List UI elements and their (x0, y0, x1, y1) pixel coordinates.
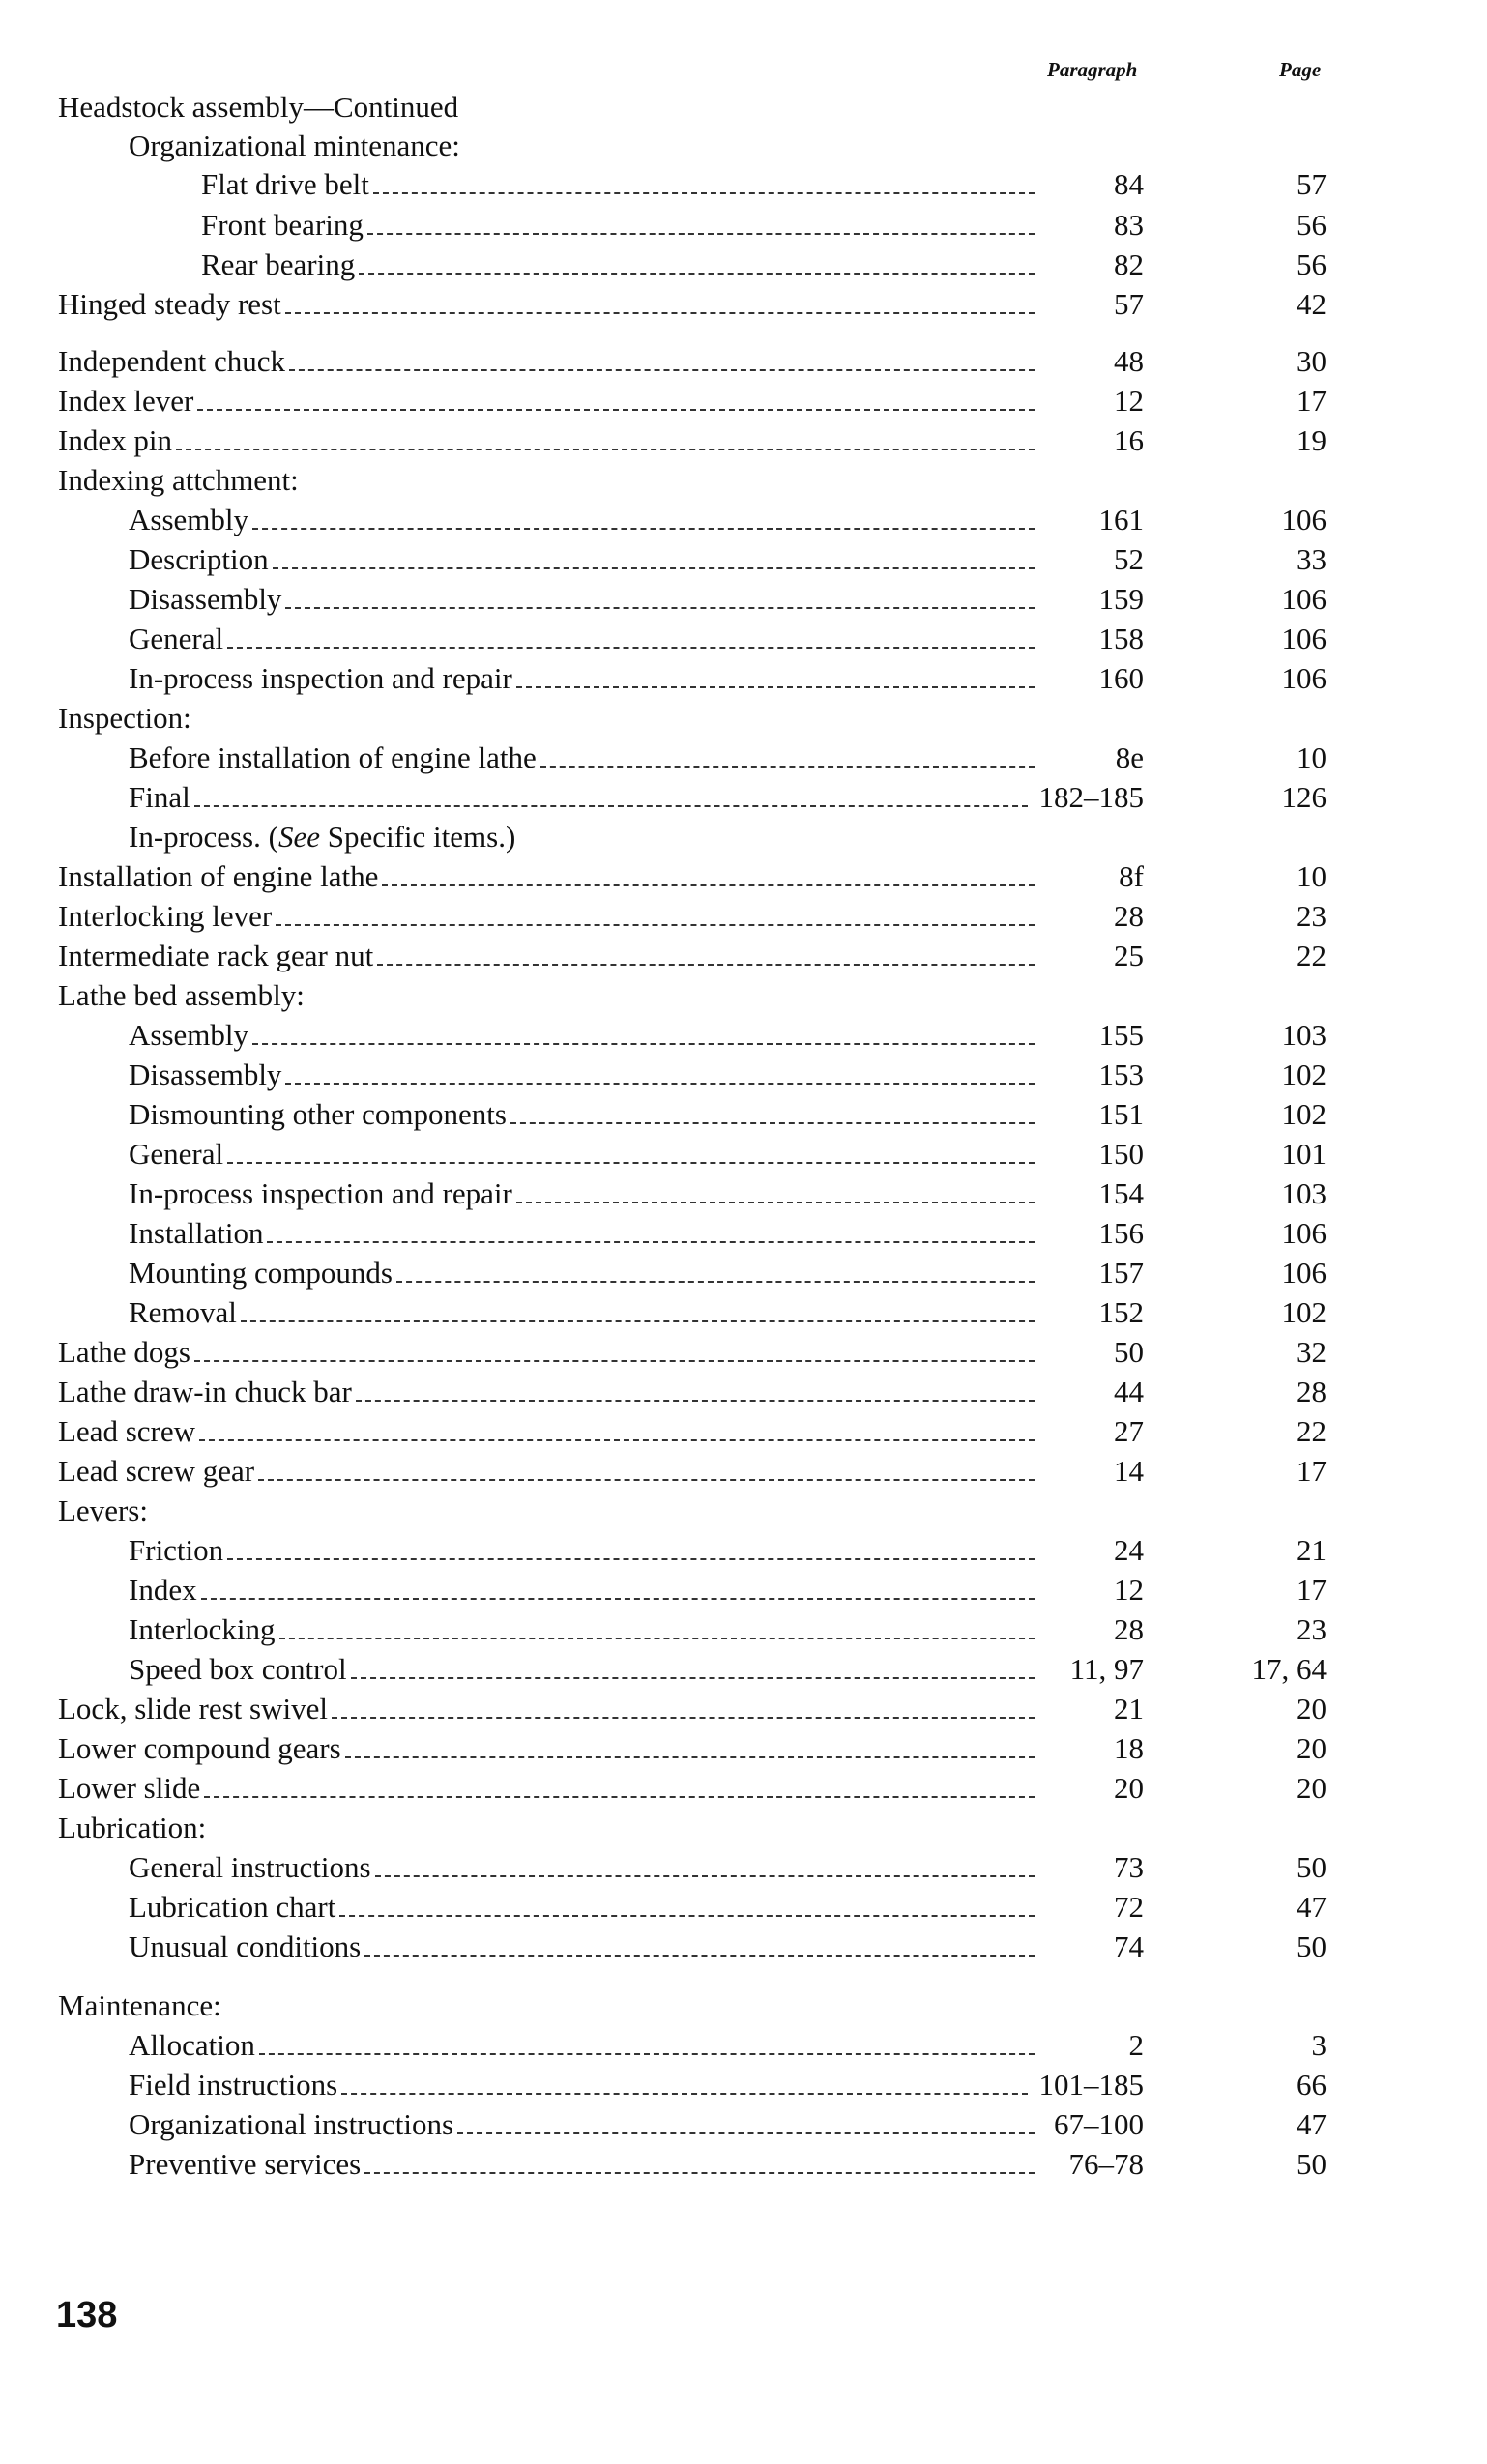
dot-leader (204, 1796, 1035, 1798)
index-entry (0, 1213, 1487, 1254)
entry-page: 10 (1297, 740, 1327, 774)
entry-label: Index lever (58, 384, 194, 418)
index-entry (0, 1768, 1487, 1809)
entry-paragraph: 83 (1114, 208, 1144, 242)
index-entry (0, 1372, 1487, 1412)
page-column-header: Page (1279, 58, 1322, 81)
dot-leader (356, 1400, 1035, 1402)
dot-leader (375, 1875, 1035, 1877)
entry-label: Organizational mintenance: (129, 129, 460, 162)
entry-page: 50 (1297, 1929, 1327, 1963)
entry-page: 20 (1297, 1771, 1327, 1805)
index-entry (0, 856, 1487, 897)
index-entry (0, 1887, 1487, 1928)
entry-paragraph: 72 (1114, 1890, 1144, 1924)
entry-paragraph: 27 (1114, 1414, 1144, 1448)
entry-label: Before installation of engine lathe (129, 740, 537, 774)
dot-leader (332, 1717, 1035, 1719)
entry-page: 50 (1297, 2147, 1327, 2181)
entry-page: 50 (1297, 1850, 1327, 1884)
entry-page: 33 (1297, 542, 1327, 576)
index-entry (0, 1491, 1487, 1531)
entry-label: Mounting compounds (129, 1256, 393, 1290)
index-entry (0, 245, 1487, 285)
dot-leader (276, 924, 1035, 926)
entry-page: 106 (1281, 503, 1327, 536)
entry-label: Rear bearing (201, 247, 356, 281)
index-entry (0, 341, 1487, 382)
entry-page: 17 (1297, 384, 1327, 418)
entry-paragraph: 28 (1114, 1612, 1144, 1646)
entry-label: Lubrication: (58, 1811, 207, 1844)
dot-leader (227, 1558, 1035, 1560)
dot-leader (259, 2053, 1035, 2055)
index-entry (0, 619, 1487, 659)
entry-page: 56 (1297, 208, 1327, 242)
index-entry (0, 539, 1487, 580)
entry-label: Installation (129, 1216, 264, 1250)
dot-leader (285, 607, 1035, 609)
entry-paragraph: 2 (1128, 2028, 1144, 2062)
entry-paragraph: 12 (1114, 1573, 1144, 1607)
dot-leader (359, 273, 1035, 275)
entry-paragraph: 84 (1114, 167, 1144, 201)
entry-paragraph: 18 (1114, 1731, 1144, 1765)
entry-page: 106 (1281, 1216, 1327, 1250)
index-entry (0, 1649, 1487, 1690)
entry-paragraph: 52 (1114, 542, 1144, 576)
entry-page: 57 (1297, 167, 1327, 201)
entry-label: Independent chuck (58, 344, 285, 378)
entry-page: 17 (1297, 1573, 1327, 1607)
dot-leader (339, 1915, 1035, 1917)
entry-paragraph: 48 (1114, 344, 1144, 378)
dot-leader (267, 1241, 1035, 1243)
entry-label: Interlocking (129, 1612, 276, 1646)
dot-leader (457, 2132, 1035, 2134)
entry-paragraph: 157 (1098, 1256, 1144, 1290)
index-entry (0, 2104, 1487, 2145)
dot-leader (227, 647, 1035, 649)
entry-page: 17 (1297, 1454, 1327, 1488)
entry-page: 106 (1281, 622, 1327, 655)
entry-page: 42 (1297, 287, 1327, 321)
entry-page: 17, 64 (1251, 1652, 1327, 1686)
entry-label: In-process inspection and repair (129, 1176, 512, 1210)
entry-label: Disassembly (129, 1058, 282, 1091)
index-entry (0, 126, 1487, 166)
index-entry (0, 2144, 1487, 2185)
entry-label: Lead screw gear (58, 1454, 255, 1488)
entry-label: Installation of engine lathe (58, 859, 379, 893)
dot-leader (285, 312, 1035, 314)
entry-page: 47 (1297, 2107, 1327, 2141)
dot-leader (197, 409, 1035, 411)
entry-paragraph: 74 (1114, 1929, 1144, 1963)
entry-paragraph: 11, 97 (1069, 1652, 1144, 1686)
entry-paragraph: 155 (1098, 1018, 1144, 1052)
entry-label: Lathe bed assembly: (58, 978, 305, 1012)
dot-leader (382, 884, 1035, 886)
dot-leader (396, 1281, 1035, 1283)
dot-leader (510, 1122, 1035, 1124)
dot-leader (273, 567, 1035, 569)
dot-leader (373, 192, 1035, 194)
index-entry (0, 817, 1487, 857)
entry-page: 32 (1297, 1335, 1327, 1369)
entry-paragraph: 16 (1114, 423, 1144, 457)
entry-label: Description (129, 542, 269, 576)
index-entry (0, 2025, 1487, 2066)
index-entry (0, 1847, 1487, 1888)
dot-leader (176, 449, 1035, 450)
entry-paragraph: 8f (1119, 859, 1144, 893)
entry-paragraph: 25 (1114, 939, 1144, 972)
entry-paragraph: 21 (1114, 1692, 1144, 1725)
entry-label: Lower compound gears (58, 1731, 341, 1765)
entry-paragraph: 158 (1098, 622, 1144, 655)
entry-page: 102 (1281, 1295, 1327, 1329)
index-entry (0, 2065, 1487, 2105)
entry-label: Levers: (58, 1493, 148, 1527)
index-entry (0, 1609, 1487, 1650)
entry-label: Lathe dogs (58, 1335, 190, 1369)
entry-label: Front bearing (201, 208, 364, 242)
entry-label: Field instructions (129, 2068, 338, 2102)
index-entry (0, 500, 1487, 540)
entry-paragraph: 101–185 (1038, 2068, 1144, 2102)
dot-leader (201, 1598, 1035, 1600)
entry-paragraph: 182–185 (1038, 780, 1144, 814)
entry-page: 21 (1297, 1533, 1327, 1567)
index-entry (0, 1253, 1487, 1293)
entry-label: Lubrication chart (129, 1890, 336, 1924)
dot-leader (345, 1756, 1035, 1758)
index-entry (0, 1094, 1487, 1135)
dot-leader (289, 369, 1035, 371)
entry-label: Assembly (129, 503, 248, 536)
index-entry (0, 1570, 1487, 1610)
dot-leader (285, 1083, 1035, 1085)
entry-page: 23 (1297, 1612, 1327, 1646)
entry-paragraph: 82 (1114, 247, 1144, 281)
dot-leader (516, 686, 1035, 688)
entry-page: 20 (1297, 1731, 1327, 1765)
index-entry (0, 698, 1487, 739)
index-entry (0, 777, 1487, 818)
index-entry (0, 1530, 1487, 1571)
dot-leader (540, 766, 1035, 768)
index-entry (0, 381, 1487, 421)
entry-paragraph: 24 (1114, 1533, 1144, 1567)
entry-paragraph: 67–100 (1054, 2107, 1144, 2141)
entry-page: 102 (1281, 1058, 1327, 1091)
entry-page: 102 (1281, 1097, 1327, 1131)
entry-paragraph: 160 (1098, 661, 1144, 695)
entry-label: Hinged steady rest (58, 287, 281, 321)
dot-leader (364, 1955, 1035, 1957)
entry-page: 23 (1297, 899, 1327, 933)
index-entry (0, 1451, 1487, 1492)
entry-page: 66 (1297, 2068, 1327, 2102)
entry-page: 101 (1281, 1137, 1327, 1171)
dot-leader (377, 964, 1035, 966)
entry-label: In-process. (See Specific items.) (129, 820, 516, 854)
entry-label: Flat drive belt (201, 167, 369, 201)
index-entry (0, 1689, 1487, 1729)
entry-page: 56 (1297, 247, 1327, 281)
dot-leader (258, 1479, 1035, 1481)
entry-label: Preventive services (129, 2147, 362, 2181)
entry-paragraph: 50 (1114, 1335, 1144, 1369)
index-entry (0, 1927, 1487, 1967)
entry-label: General (129, 622, 224, 655)
index-entry (0, 896, 1487, 937)
entry-label: Lower slide (58, 1771, 201, 1805)
entry-paragraph: 28 (1114, 899, 1144, 933)
dot-leader (194, 1360, 1035, 1362)
index-entry (0, 1411, 1487, 1452)
entry-paragraph: 154 (1098, 1176, 1144, 1210)
dot-leader (351, 1677, 1035, 1679)
index-entry (0, 164, 1487, 205)
entry-page: 106 (1281, 582, 1327, 616)
entry-label: General instructions (129, 1850, 371, 1884)
index-entry (0, 579, 1487, 620)
entry-page: 103 (1281, 1176, 1327, 1210)
entry-label: Lathe draw-in chuck bar (58, 1375, 352, 1408)
entry-paragraph: 57 (1114, 287, 1144, 321)
entry-page: 126 (1281, 780, 1327, 814)
index-entry (0, 1332, 1487, 1373)
entry-paragraph: 44 (1114, 1375, 1144, 1408)
index-entry (0, 975, 1487, 1016)
index-entry (0, 1986, 1487, 2026)
index-entry (0, 1134, 1487, 1174)
entry-page: 20 (1297, 1692, 1327, 1725)
entry-paragraph: 76–78 (1068, 2147, 1144, 2181)
entry-label: Dismounting other components (129, 1097, 507, 1131)
dot-leader (279, 1638, 1035, 1639)
entry-paragraph: 20 (1114, 1771, 1144, 1805)
entry-label: General (129, 1137, 224, 1171)
entry-page: 19 (1297, 423, 1327, 457)
index-entry (0, 658, 1487, 699)
entry-label: Assembly (129, 1018, 248, 1052)
dot-leader (341, 2093, 1028, 2095)
entry-paragraph: 161 (1098, 503, 1144, 536)
entry-page: 106 (1281, 1256, 1327, 1290)
index-entry (0, 1055, 1487, 1095)
paragraph-column-header: Paragraph (1047, 58, 1138, 81)
dot-leader (241, 1320, 1035, 1322)
dot-leader (227, 1162, 1035, 1164)
index-entry (0, 460, 1487, 501)
entry-page: 106 (1281, 661, 1327, 695)
entry-paragraph: 73 (1114, 1850, 1144, 1884)
entry-page: 28 (1297, 1375, 1327, 1408)
index-entry (0, 420, 1487, 461)
index-entry (0, 1728, 1487, 1769)
entry-label: Lead screw (58, 1414, 195, 1448)
dot-leader (252, 528, 1035, 530)
index-entry (0, 1174, 1487, 1214)
entry-page: 10 (1297, 859, 1327, 893)
entry-paragraph: 156 (1098, 1216, 1144, 1250)
index-entry (0, 936, 1487, 976)
index-entry (0, 1015, 1487, 1056)
index-entry (0, 205, 1487, 246)
index-entry (0, 284, 1487, 325)
entry-label: Index pin (58, 423, 172, 457)
index-entry (0, 1808, 1487, 1848)
entry-paragraph: 150 (1098, 1137, 1144, 1171)
entry-label: Allocation (129, 2028, 255, 2062)
dot-leader (516, 1202, 1035, 1203)
entry-label: Maintenance: (58, 1988, 221, 2022)
entry-page: 30 (1297, 344, 1327, 378)
entry-label: Index (129, 1573, 197, 1607)
entry-page: 22 (1297, 1414, 1327, 1448)
entry-page: 103 (1281, 1018, 1327, 1052)
entry-label: Interlocking lever (58, 899, 273, 933)
dot-leader (364, 2172, 1035, 2174)
entry-label: Speed box control (129, 1652, 347, 1686)
entry-page: 22 (1297, 939, 1327, 972)
entry-label: Intermediate rack gear nut (58, 939, 374, 972)
entry-label: Inspection: (58, 701, 191, 735)
entry-label: Removal (129, 1295, 237, 1329)
entry-label: Headstock assembly—Continued (58, 90, 459, 124)
entry-label: Final (129, 780, 190, 814)
entry-label: Disassembly (129, 582, 282, 616)
entry-paragraph: 14 (1114, 1454, 1144, 1488)
entry-paragraph: 151 (1098, 1097, 1144, 1131)
entry-label: Unusual conditions (129, 1929, 362, 1963)
dot-leader (367, 233, 1035, 235)
entry-page: 3 (1311, 2028, 1327, 2062)
entry-label: In-process inspection and repair (129, 661, 512, 695)
dot-leader (199, 1439, 1035, 1441)
dot-leader (194, 805, 1028, 807)
entry-paragraph: 12 (1114, 384, 1144, 418)
entry-label: Friction (129, 1533, 224, 1567)
entry-label: Indexing attchment: (58, 463, 299, 497)
entry-label: Organizational instructions (129, 2107, 454, 2141)
index-entry (0, 87, 1487, 128)
entry-paragraph: 159 (1098, 582, 1144, 616)
dot-leader (252, 1043, 1035, 1045)
entry-paragraph: 153 (1098, 1058, 1144, 1091)
index-entry (0, 738, 1487, 778)
entry-page: 47 (1297, 1890, 1327, 1924)
page-number: 138 (56, 2295, 118, 2335)
entry-label: Lock, slide rest swivel (58, 1692, 328, 1725)
index-entry (0, 1292, 1487, 1333)
entry-paragraph: 152 (1098, 1295, 1144, 1329)
entry-paragraph: 8e (1115, 740, 1144, 774)
